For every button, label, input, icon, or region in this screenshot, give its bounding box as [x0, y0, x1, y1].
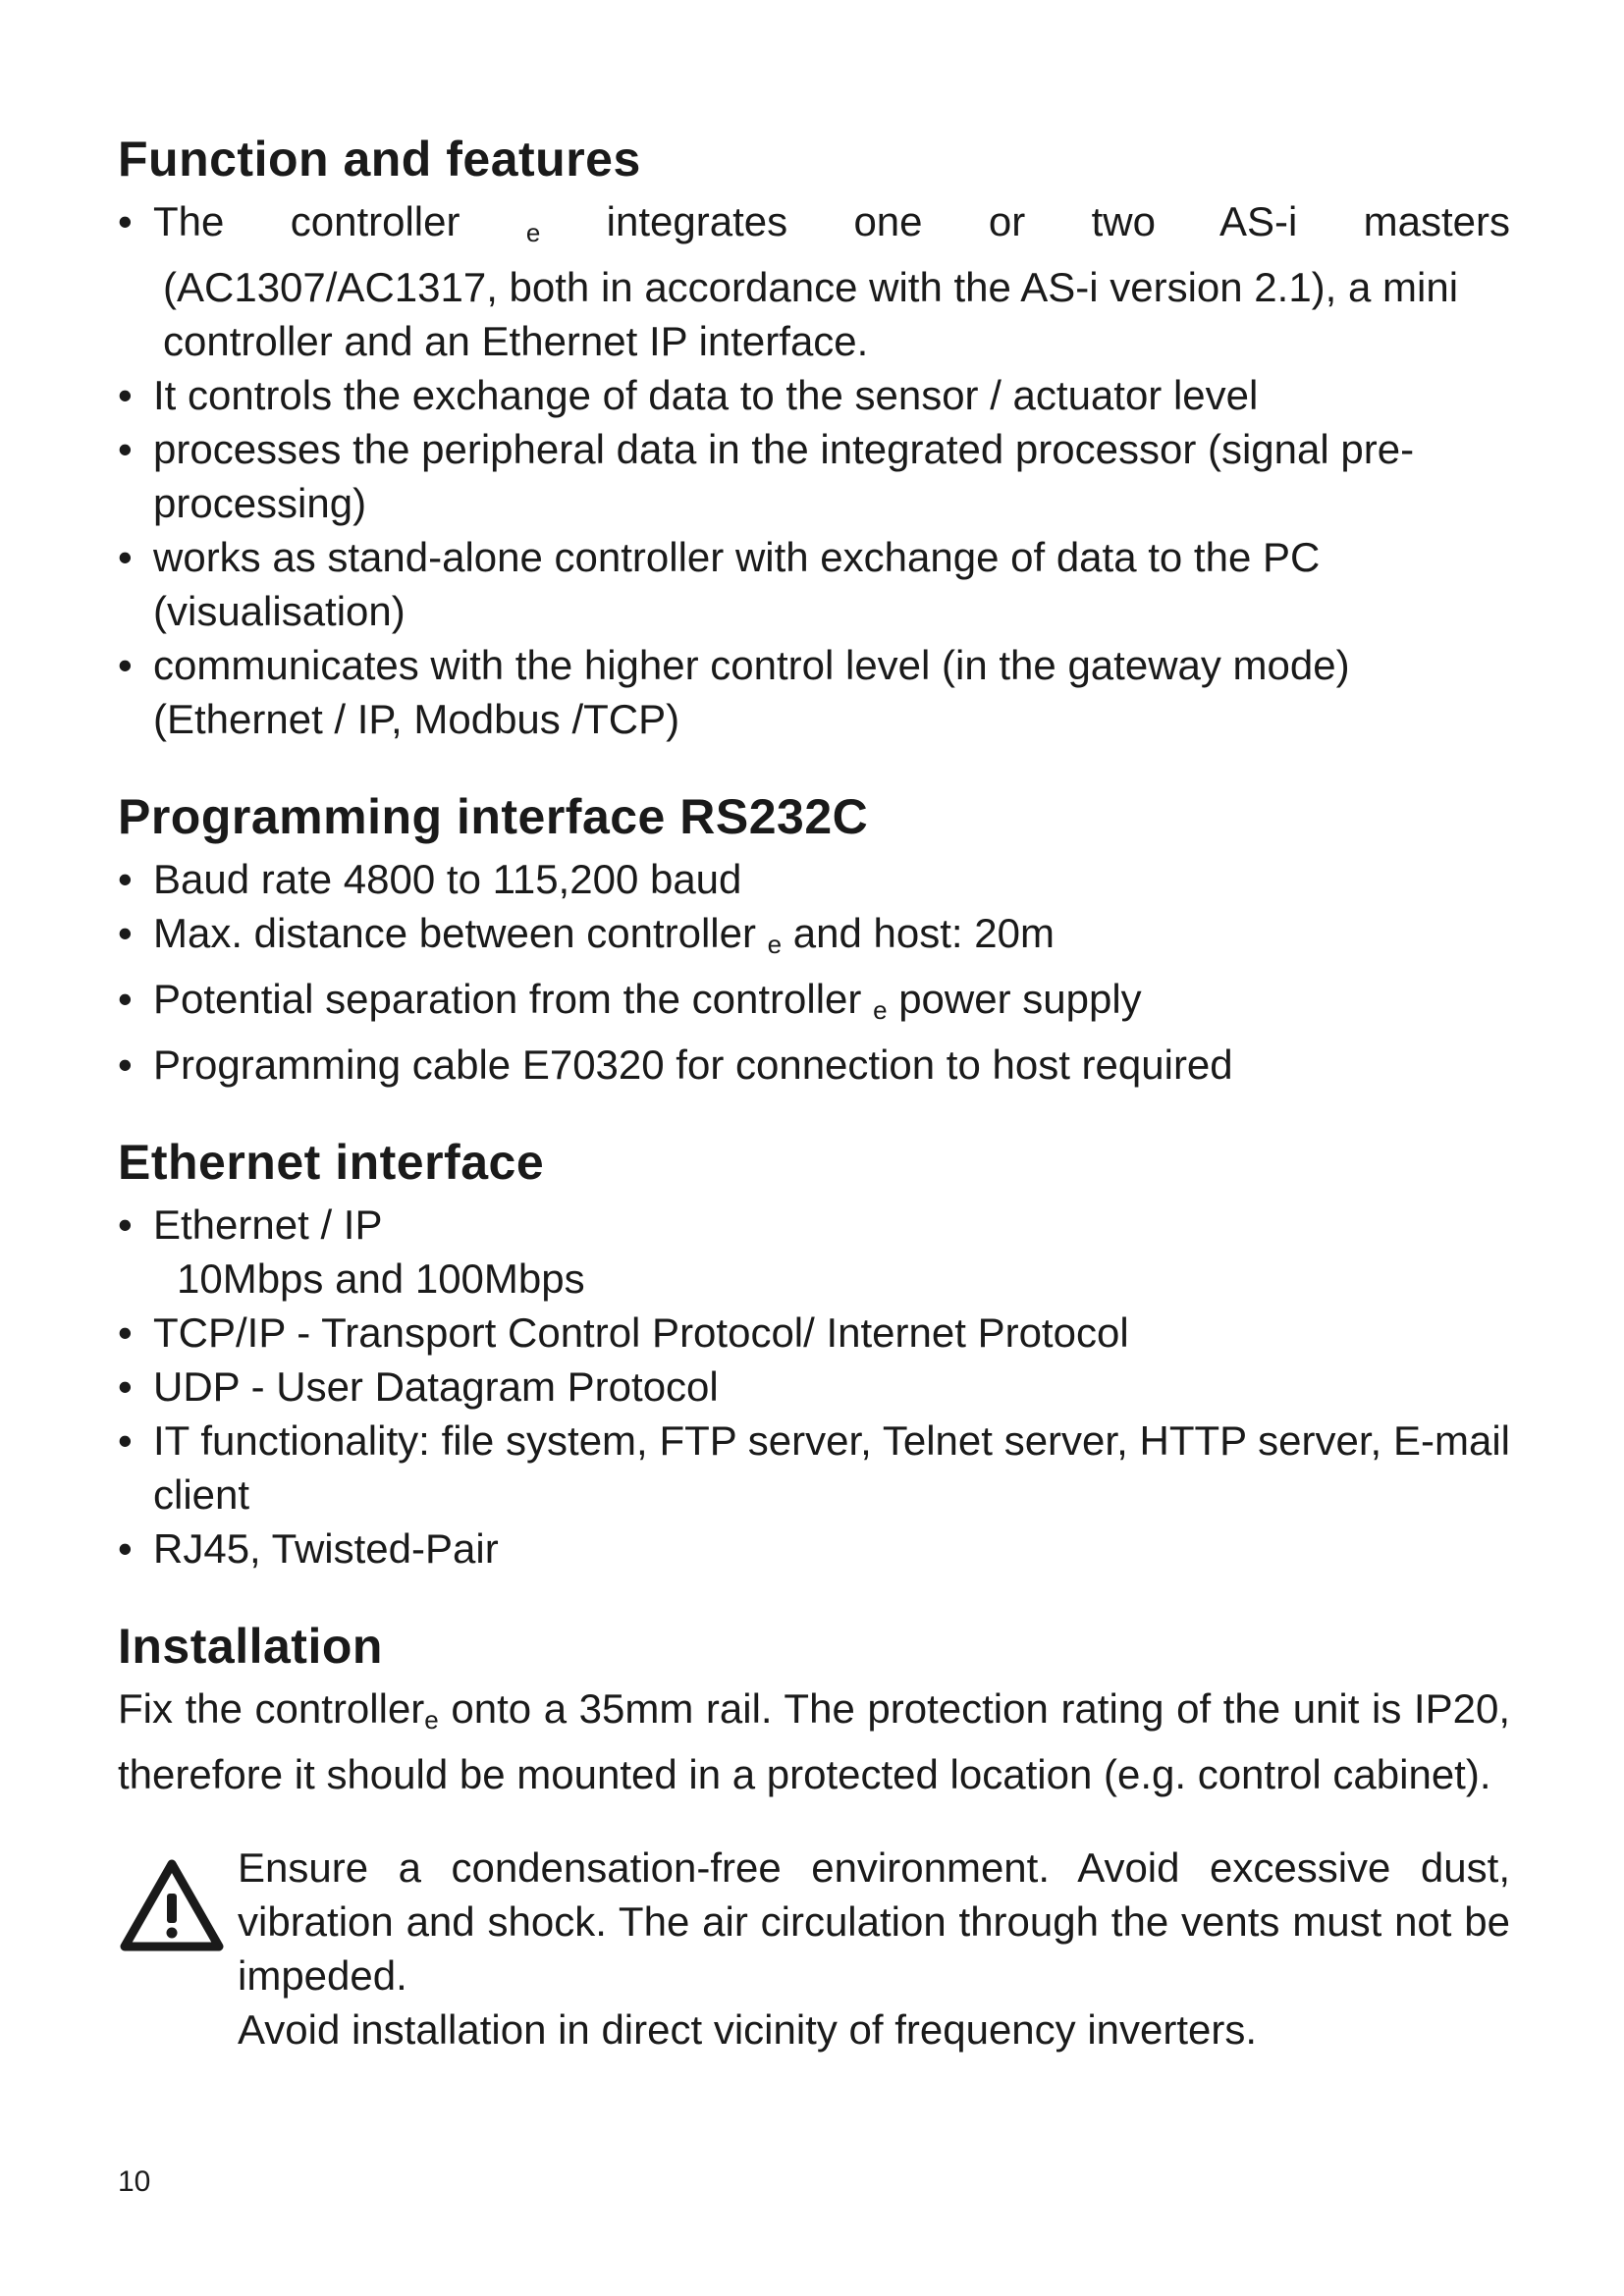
section-ethernet-interface	[118, 1131, 1510, 1575]
section-programming-interface	[118, 785, 1510, 1092]
bullet: •	[118, 1309, 133, 1356]
list-item-text: integrates one or two AS-i masters	[606, 198, 1511, 244]
list-item-text: Potential separation from the controller	[153, 976, 862, 1022]
list-item-text: IT functionality: file system, FTP server, Telnet server, HTTP server, E-mail client	[153, 1417, 1510, 1518]
list-item	[118, 906, 1510, 972]
warning-triangle-icon	[120, 1858, 224, 1952]
bullet: •	[118, 1525, 133, 1572]
list-item	[118, 1360, 1510, 1414]
section-function-and-features	[118, 128, 1510, 746]
subscript-e: e	[767, 930, 783, 959]
bullet: •	[118, 1041, 133, 1088]
list-item-text: The controller	[153, 198, 460, 244]
list-item	[118, 368, 1510, 422]
list-item-text: and host: 20m	[792, 910, 1055, 956]
rs232-list	[118, 852, 1510, 1092]
bullet: •	[118, 1363, 133, 1410]
list-item	[118, 638, 1510, 746]
paragraph-text: Fix the controller	[118, 1685, 425, 1732]
list-item	[118, 1414, 1510, 1522]
list-item	[118, 1198, 1510, 1306]
warning-block	[118, 1841, 1510, 2056]
subscript-e: e	[873, 995, 888, 1025]
section-title: Ethernet interface	[118, 1135, 545, 1190]
list-item-text: UDP - User Datagram Protocol	[153, 1363, 719, 1410]
section-title: Programming interface RS232C	[118, 789, 869, 844]
subscript-e: e	[424, 1705, 439, 1735]
warning-text: Avoid installation in direct vicinity of frequency inverters.	[238, 2006, 1258, 2053]
feature-list	[118, 194, 1510, 746]
list-item	[118, 422, 1510, 530]
list-item-text: RJ45, Twisted-Pair	[153, 1525, 499, 1572]
bullet: •	[118, 1417, 133, 1464]
section-title: Installation	[118, 1619, 383, 1674]
list-item-subline: 10Mbps and 100Mbps	[177, 1255, 585, 1302]
list-item	[118, 530, 1510, 638]
bullet: •	[118, 856, 133, 902]
bullet: •	[118, 198, 133, 244]
list-item-text: Max. distance between controller	[153, 910, 756, 956]
section-installation	[118, 1615, 1510, 2056]
list-item-text: Ethernet / IP	[153, 1201, 383, 1248]
warning-text: Ensure a condensation-free environment. Avoid excessive dust, vibration and shock. The air circulation through the vents must not be impeded.	[238, 1844, 1510, 1999]
list-item	[118, 852, 1510, 906]
page-number: 10	[118, 2165, 151, 2198]
list-item	[118, 1038, 1510, 1092]
section-title: Function and features	[118, 132, 641, 187]
bullet: •	[118, 910, 133, 956]
bullet: •	[118, 426, 133, 472]
list-item-text: Baud rate 4800 to 115,200 baud	[153, 856, 742, 902]
document-page	[118, 128, 1510, 2096]
list-item-text: processes the peripheral data in the integrated processor (signal pre-processing)	[153, 426, 1415, 526]
bullet: •	[118, 372, 133, 418]
list-item	[118, 972, 1510, 1038]
list-item	[118, 1522, 1510, 1575]
bullet: •	[118, 534, 133, 580]
list-item-text: works as stand-alone controller with exchange of data to the PC (visualisation)	[153, 534, 1321, 634]
ethernet-list	[118, 1198, 1510, 1575]
list-item-text: It controls the exchange of data to the sensor / actuator level	[153, 372, 1259, 418]
list-item-text: TCP/IP - Transport Control Protocol/ Internet Protocol	[153, 1309, 1129, 1356]
bullet: •	[118, 1201, 133, 1248]
list-item-text: Programming cable E70320 for connection to host required	[153, 1041, 1233, 1088]
subscript-e: e	[525, 218, 541, 247]
bullet: •	[118, 642, 133, 688]
list-item-text: power supply	[898, 976, 1142, 1022]
bullet: •	[118, 976, 133, 1022]
installation-paragraph	[118, 1682, 1510, 1801]
paragraph-text: onto a 35mm rail. The protection rating of the unit is IP20, therefore it should be mounted in a protected location (e.g. control cabinet).	[118, 1685, 1510, 1797]
list-item	[118, 194, 1510, 368]
list-item-continuation: (AC1307/AC1317, both in accordance with the AS-i version 2.1), a mini controller and an Ethernet IP interface.	[163, 264, 1459, 364]
list-item-text: communicates with the higher control level (in the gateway mode) (Ethernet / IP, Modbus /TCP)	[153, 642, 1350, 742]
list-item	[118, 1306, 1510, 1360]
